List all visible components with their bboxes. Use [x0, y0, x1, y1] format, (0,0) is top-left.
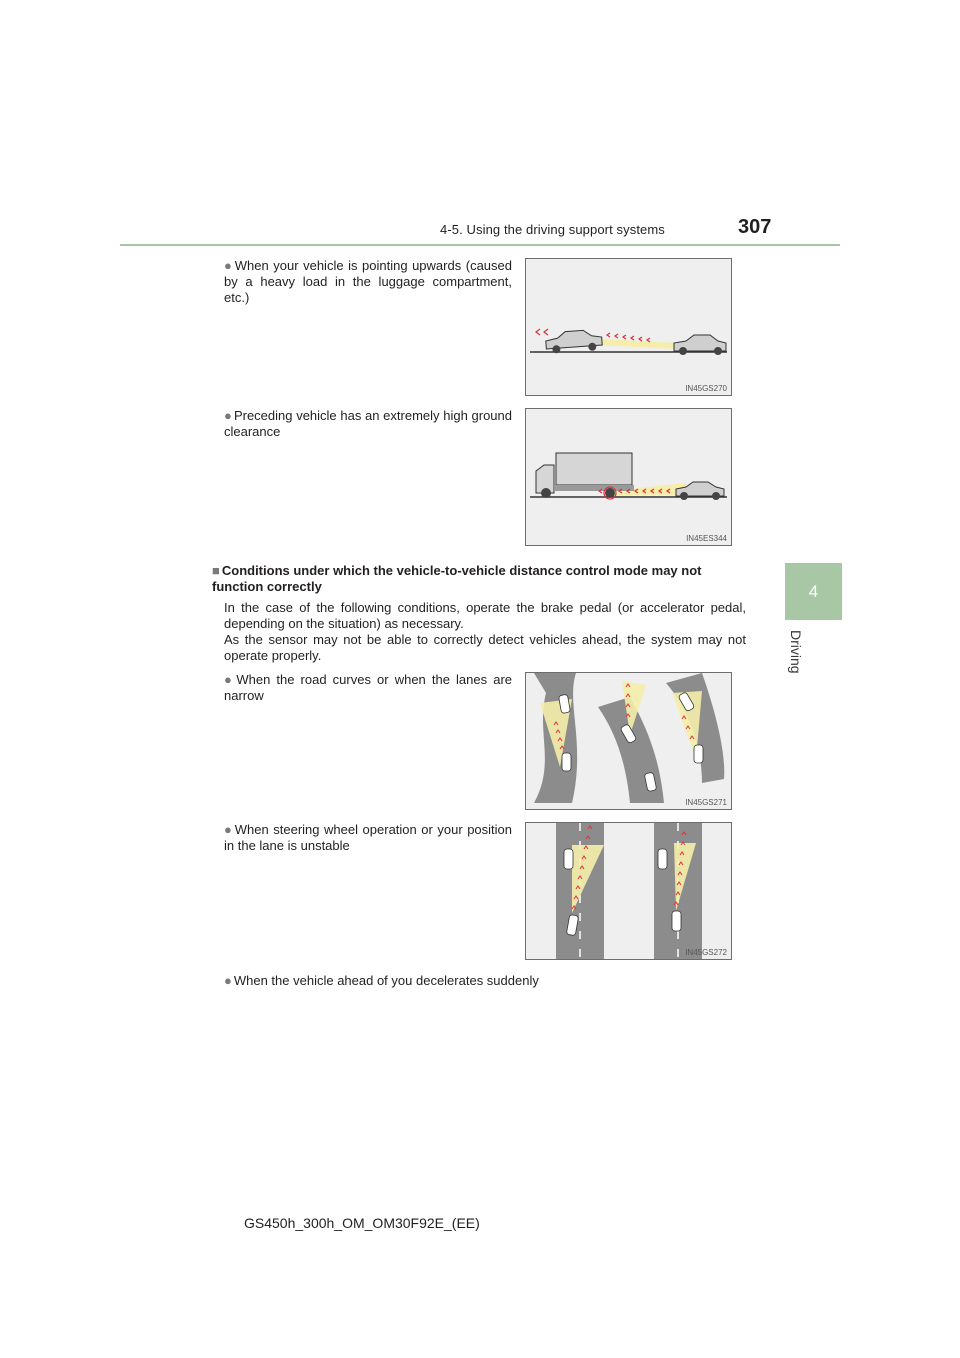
bullet-icon: ●	[224, 408, 232, 423]
figure-pointing-upwards	[525, 258, 732, 396]
bullet-icon: ●	[224, 672, 235, 687]
bullet-pointing-upwards	[224, 258, 512, 306]
section-title: 4-5. Using the driving support systems	[440, 222, 665, 237]
bullet-sudden-deceleration	[224, 973, 744, 989]
bullet-icon: ●	[224, 822, 233, 837]
bullet-road-curves	[224, 672, 512, 704]
bullet-icon: ●	[224, 258, 233, 273]
chapter-tab	[785, 563, 842, 620]
bullet-text: When the road curves or when the lanes are narrow	[224, 672, 513, 703]
figure-high-clearance	[525, 408, 732, 546]
bullet-text: When the vehicle ahead of you decelerates suddenly	[233, 973, 539, 988]
chapter-number: 4	[808, 581, 819, 601]
paragraph-sensor: As the sensor may not be able to correctly detect vehicles ahead, the system may not operate properly.	[224, 632, 746, 663]
section-heading-text: Conditions under which the vehicle-to-vehicle distance control mode may not function correctly	[212, 563, 702, 594]
bullet-text: When steering wheel operation or your position in the lane is unstable	[224, 822, 512, 853]
rear-car-icon	[545, 329, 602, 354]
document-id: GS450h_300h_OM_OM30F92E_(EE)	[244, 1215, 480, 1231]
figure-road-curves	[525, 672, 732, 810]
bullet-high-clearance	[224, 408, 512, 440]
figure-code: IN45ES344	[686, 534, 727, 543]
figure-code: IN45GS272	[685, 948, 727, 957]
figure-unstable-steering	[525, 822, 732, 960]
figure-code: IN45GS270	[685, 384, 727, 393]
paragraph-brake: In the case of the following conditions, operate the brake pedal (or accelerator pedal, depending on the situation) as necessary.	[224, 600, 746, 631]
chapter-label: Driving	[788, 630, 804, 674]
bullet-unstable-steering	[224, 822, 512, 854]
page-number: 307	[738, 216, 772, 238]
section-heading	[212, 563, 752, 595]
figure-code: IN45GS271	[685, 798, 727, 807]
header-rule	[120, 244, 840, 246]
bullet-text: Preceding vehicle has an extremely high ground clearance	[224, 408, 512, 439]
bullet-icon: ●	[224, 973, 232, 988]
bullet-text: When your vehicle is pointing upwards (caused by a heavy load in the luggage compartment, etc.)	[224, 258, 512, 305]
square-bullet-icon: ■	[212, 563, 220, 578]
